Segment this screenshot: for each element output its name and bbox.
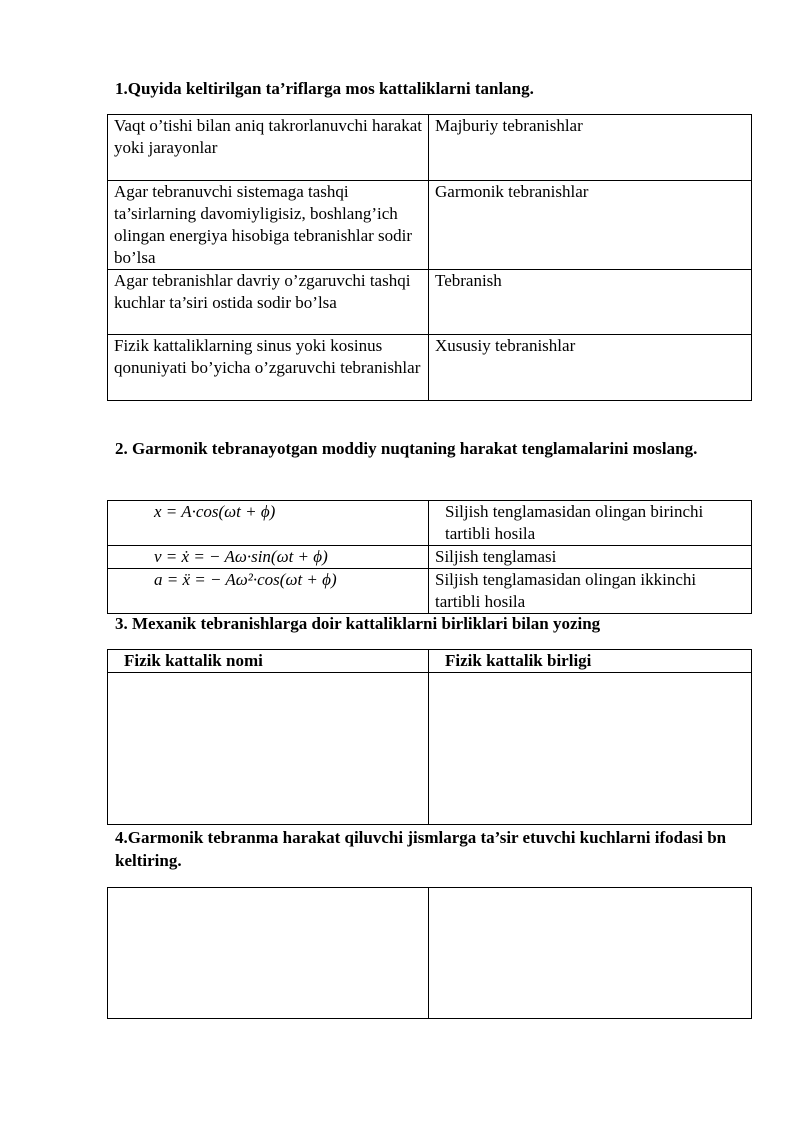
table-row <box>108 888 752 1019</box>
q2-table <box>107 500 752 614</box>
table-row <box>108 569 752 614</box>
table-row <box>108 270 752 335</box>
q3-table <box>107 649 752 825</box>
q2-formula-acceleration: a = ẍ = − Aω²·cos(ωt + ϕ) <box>108 569 429 614</box>
q3-column-unit: Fizik kattalik birligi <box>429 650 752 673</box>
q3-heading: 3. Mexanik tebranishlarga doir kattaliklarni birliklari bilan yozing <box>115 614 601 633</box>
q2-description-1: Siljish tenglamasidan olingan birinchi tartibli hosila <box>429 501 752 546</box>
q4-heading: 4.Garmonik tebranma harakat qiluvchi jismlarga ta’sir etuvchi kuchlarni ifodasi bn keltiring. <box>115 828 727 870</box>
q1-heading: 1.Quyida keltirilgan ta’riflarga mos kattaliklarni tanlang. <box>115 79 534 98</box>
table-row <box>108 546 752 569</box>
q1-definition-3: Agar tebranishlar davriy o’zgaruvchi tashqi kuchlar ta’siri ostida sodir bo’lsa <box>108 270 429 335</box>
q1-term-2: Garmonik tebranishlar <box>429 181 752 270</box>
q2-formula-displacement: x = A·cos(ωt + ϕ) <box>108 501 429 546</box>
q3-answer-name-cell[interactable] <box>108 673 429 825</box>
q1-definition-2: Agar tebranuvchi sistemaga tashqi ta’sirlarning davomiyligisiz, boshlang’ich olingan energiya hisobiga tebranishlar sodir bo’lsa <box>108 181 429 270</box>
q2-heading: 2. Garmonik tebranayotgan moddiy nuqtaning harakat tenglamalarini moslang. <box>115 439 698 458</box>
table-row <box>108 115 752 181</box>
q2-description-3: Siljish tenglamasidan olingan ikkinchi tartibli hosila <box>429 569 752 614</box>
q3-answer-unit-cell[interactable] <box>429 673 752 825</box>
q1-definition-1: Vaqt o’tishi bilan aniq takrorlanuvchi harakat yoki jarayonlar <box>108 115 429 181</box>
table-row <box>108 501 752 546</box>
q1-term-4: Xususiy tebranishlar <box>429 335 752 401</box>
q3-column-name: Fizik kattalik nomi <box>108 650 429 673</box>
q4-answer-cell-right[interactable] <box>429 888 752 1019</box>
q2-formula-velocity: v = ẋ = − Aω·sin(ωt + ϕ) <box>108 546 429 569</box>
q2-description-2: Siljish tenglamasi <box>429 546 752 569</box>
q1-term-3: Tebranish <box>429 270 752 335</box>
table-row <box>108 181 752 270</box>
q1-term-1: Majburiy tebranishlar <box>429 115 752 181</box>
table-row <box>108 335 752 401</box>
q1-definition-4: Fizik kattaliklarning sinus yoki kosinus qonuniyati bo’yicha o’zgaruvchi tebranishlar <box>108 335 429 401</box>
q1-table <box>107 114 752 401</box>
q4-answer-cell-left[interactable] <box>108 888 429 1019</box>
table-row <box>108 673 752 825</box>
q4-table <box>107 887 752 1019</box>
table-row <box>108 650 752 673</box>
